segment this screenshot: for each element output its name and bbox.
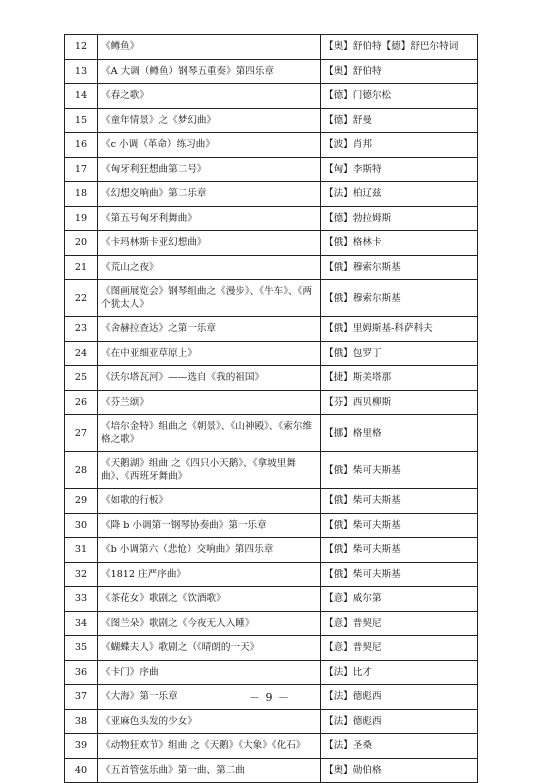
composer-name: 【俄】包罗丁	[321, 341, 478, 366]
work-title: 《培尔金特》组曲之《朝景》、《山神殿》、《索尔维格之歌》	[98, 415, 321, 452]
row-number: 30	[65, 513, 98, 538]
composer-name: 【德】勃拉姆斯	[321, 206, 478, 231]
work-title: 《茶花女》歌剧之《饮酒歌》	[98, 587, 321, 612]
table-row	[65, 255, 478, 280]
row-number: 19	[65, 206, 98, 231]
row-number: 40	[65, 758, 98, 783]
row-number: 27	[65, 415, 98, 452]
row-number: 12	[65, 35, 98, 60]
work-title: 《大海》第一乐章	[98, 685, 321, 710]
row-number: 25	[65, 366, 98, 391]
row-number: 22	[65, 280, 98, 317]
row-number: 21	[65, 255, 98, 280]
table-row	[65, 108, 478, 133]
table-row	[65, 317, 478, 342]
table-row	[65, 35, 478, 60]
row-number: 13	[65, 59, 98, 84]
table-row	[65, 636, 478, 661]
table-row	[65, 587, 478, 612]
table-row	[65, 709, 478, 734]
row-number: 32	[65, 562, 98, 587]
row-number: 29	[65, 489, 98, 514]
table-row	[65, 231, 478, 256]
table-row	[65, 415, 478, 452]
work-title: 《c 小调（革命）练习曲》	[98, 133, 321, 158]
row-number: 14	[65, 84, 98, 109]
work-title: 《降 b 小调第一钢琴协奏曲》第一乐章	[98, 513, 321, 538]
work-title: 《童年情景》之《梦幻曲》	[98, 108, 321, 133]
work-title: 《五首管弦乐曲》第一曲、第二曲	[98, 758, 321, 783]
table-row	[65, 133, 478, 158]
row-number: 38	[65, 709, 98, 734]
composer-name: 【意】威尔第	[321, 587, 478, 612]
row-number: 17	[65, 157, 98, 182]
table-row	[65, 206, 478, 231]
work-title: 《在中亚细亚草原上》	[98, 341, 321, 366]
works-table	[64, 34, 478, 783]
composer-name: 【波】肖邦	[321, 133, 478, 158]
row-number: 16	[65, 133, 98, 158]
work-title: 《鳟鱼》	[98, 35, 321, 60]
work-title: 《如歌的行板》	[98, 489, 321, 514]
work-title: 《荒山之夜》	[98, 255, 321, 280]
composer-name: 【意】普契尼	[321, 636, 478, 661]
table-row	[65, 280, 478, 317]
table-row	[65, 390, 478, 415]
work-title: 《图画展览会》钢琴组曲之《漫步》、《牛车》、《两个犹太人》	[98, 280, 321, 317]
work-title: 《幻想交响曲》第二乐章	[98, 182, 321, 207]
composer-name: 【俄】柴可夫斯基	[321, 562, 478, 587]
row-number: 18	[65, 182, 98, 207]
row-number: 34	[65, 611, 98, 636]
row-number: 37	[65, 685, 98, 710]
row-number: 39	[65, 734, 98, 759]
table-row	[65, 538, 478, 563]
composer-name: 【挪】格里格	[321, 415, 478, 452]
work-title: 《动物狂欢节》组曲 之《天鹅》《大象》《化石》	[98, 734, 321, 759]
row-number: 33	[65, 587, 98, 612]
table-row	[65, 562, 478, 587]
row-number: 36	[65, 660, 98, 685]
composer-name: 【法】德彪西	[321, 709, 478, 734]
work-title: 《舍赫拉查达》之第一乐章	[98, 317, 321, 342]
composer-name: 【意】普契尼	[321, 611, 478, 636]
work-title: 《第五号匈牙利舞曲》	[98, 206, 321, 231]
composer-name: 【俄】里姆斯基-科萨科夫	[321, 317, 478, 342]
composer-name: 【俄】柴可夫斯基	[321, 538, 478, 563]
composer-name: 【俄】穆索尔斯基	[321, 255, 478, 280]
work-title: 《沃尔塔瓦河》——选自《我的祖国》	[98, 366, 321, 391]
composer-name: 【法】比才	[321, 660, 478, 685]
table-row	[65, 452, 478, 489]
row-number: 28	[65, 452, 98, 489]
row-number: 24	[65, 341, 98, 366]
work-title: 《1812 庄严序曲》	[98, 562, 321, 587]
composer-name: 【俄】柴可夫斯基	[321, 489, 478, 514]
row-number: 26	[65, 390, 98, 415]
work-title: 《图兰朵》歌剧之《今夜无人入睡》	[98, 611, 321, 636]
composer-name: 【芬】西贝柳斯	[321, 390, 478, 415]
composer-name: 【俄】穆索尔斯基	[321, 280, 478, 317]
table-row	[65, 84, 478, 109]
composer-name: 【捷】斯美塔那	[321, 366, 478, 391]
composer-name: 【匈】李斯特	[321, 157, 478, 182]
table-body	[65, 35, 478, 783]
table-row	[65, 489, 478, 514]
work-title: 《蝴蝶夫人》歌剧之（《晴朗的一天》	[98, 636, 321, 661]
row-number: 15	[65, 108, 98, 133]
composer-name: 【俄】格林卡	[321, 231, 478, 256]
table-row	[65, 660, 478, 685]
table-row	[65, 366, 478, 391]
work-title: 《A 大调（鳟鱼）钢琴五重奏》第四乐章	[98, 59, 321, 84]
composer-name: 【奥】勋伯格	[321, 758, 478, 783]
table-row	[65, 157, 478, 182]
work-title: 《b 小调第六（悲怆）交响曲》第四乐章	[98, 538, 321, 563]
row-number: 31	[65, 538, 98, 563]
composer-name: 【德】舒曼	[321, 108, 478, 133]
work-title: 《卡玛林斯卡亚幻想曲》	[98, 231, 321, 256]
composer-name: 【法】柏辽兹	[321, 182, 478, 207]
table-row	[65, 341, 478, 366]
composer-name: 【俄】柴可夫斯基	[321, 513, 478, 538]
row-number: 23	[65, 317, 98, 342]
composer-name: 【奥】舒伯特	[321, 59, 478, 84]
table-row	[65, 182, 478, 207]
composer-name: 【俄】柴可夫斯基	[321, 452, 478, 489]
work-title: 《匈牙利狂想曲第二号》	[98, 157, 321, 182]
composer-name: 【法】圣桑	[321, 734, 478, 759]
composer-name: 【法】德彪西	[321, 685, 478, 710]
table-row	[65, 513, 478, 538]
composer-name: 【德】门德尔松	[321, 84, 478, 109]
work-title: 《芬兰颂》	[98, 390, 321, 415]
work-title: 《亚麻色头发的少女》	[98, 709, 321, 734]
work-title: 《春之歌》	[98, 84, 321, 109]
work-title: 《天鹅湖》组曲 之《四只小天鹅》、《拿坡里舞曲》、《西班牙舞曲》	[98, 452, 321, 489]
row-number: 35	[65, 636, 98, 661]
row-number: 20	[65, 231, 98, 256]
table-row	[65, 611, 478, 636]
page-number: － 9 －	[249, 691, 290, 704]
composer-name: 【奥】舒伯特【德】舒巴尔特词	[321, 35, 478, 60]
table-row	[65, 758, 478, 783]
table-row	[65, 59, 478, 84]
table-row	[65, 734, 478, 759]
work-title: 《卡门》序曲	[98, 660, 321, 685]
